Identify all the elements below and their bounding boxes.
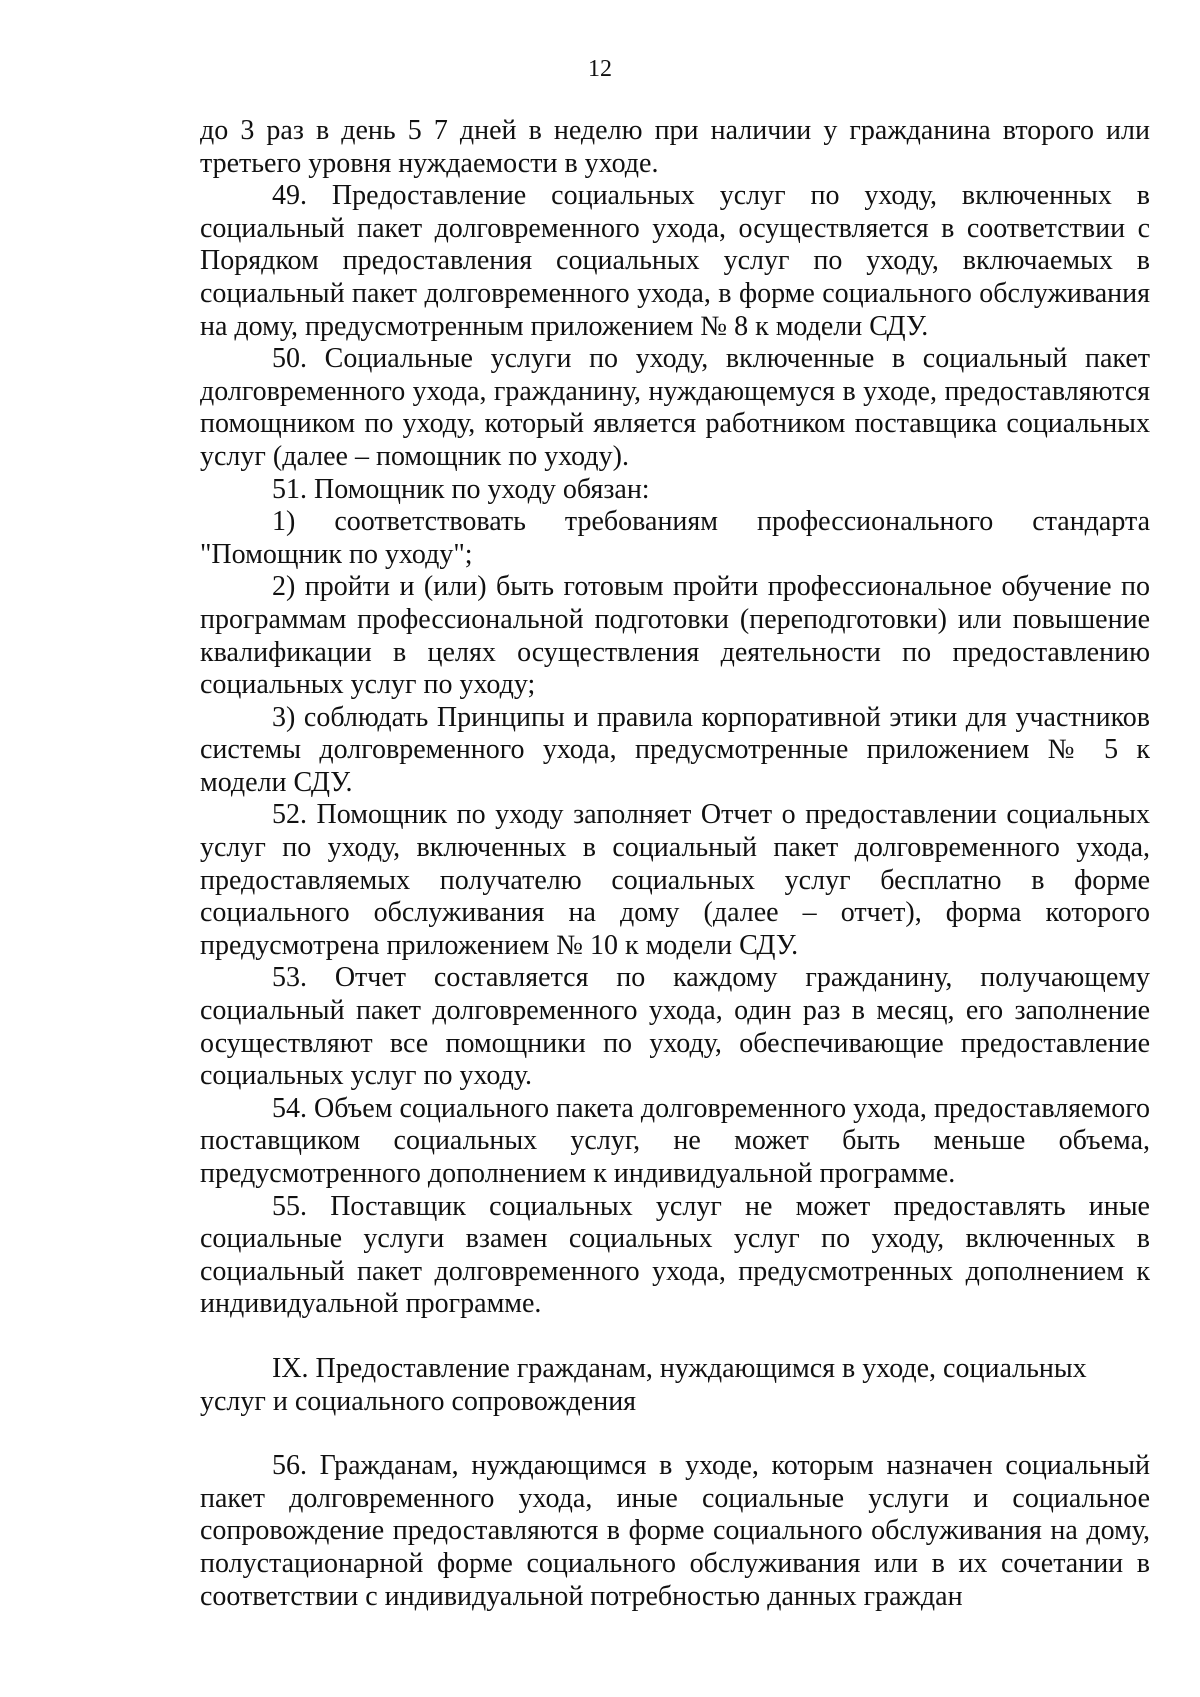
- paragraph-50: 50. Социальные услуги по уходу, включенные в социальный пакет долговременного ухода, гражданину, нуждающемуся в уходе, предоставляются помощником по уходу, который является работником поставщика социальных услуг (далее – помощник по уходу).: [200, 343, 1150, 472]
- paragraph-54: 54. Объем социального пакета долговременного ухода, предоставляемого поставщиком социальных услуг, не может быть меньше объема, предусмотренного дополнением к индивидуальной программе.: [200, 1092, 1150, 1189]
- page-number: 12: [588, 56, 612, 82]
- paragraph-51-item-1: 1) соответствовать требованиям профессионального стандарта "Помощник по уходу";: [200, 506, 1150, 570]
- document-body: [200, 115, 1150, 1613]
- paragraph-51-item-3: 3) соблюдать Принципы и правила корпоративной этики для участников системы долговременного ухода, предусмотренные приложением № 5 к модели СДУ.: [200, 701, 1150, 798]
- paragraph-51: 51. Помощник по уходу обязан:: [272, 473, 650, 505]
- paragraph-49: 49. Предоставление социальных услуг по уходу, включенных в социальный пакет долговременного ухода, осуществляется в соответствии с Порядком предоставления социальных услуг по уходу, включаемых в социальный пакет долговременного ухода, в форме социального обслуживания на дому, предусмотренным приложением № 8 к модели СДУ.: [200, 180, 1150, 342]
- paragraph-53: 53. Отчет составляется по каждому гражданину, получающему социальный пакет долговременного ухода, один раз в месяц, его заполнение осуществляют все помощники по уходу, обеспечивающие предоставление социальных услуг по уходу.: [200, 962, 1150, 1092]
- paragraph-continuation: до 3 раз в день 5 7 дней в неделю при наличии у гражданина второго или третьего уровня нуждаемости в уходе.: [200, 115, 1150, 179]
- paragraph-52: 52. Помощник по уходу заполняет Отчет о предоставлении социальных услуг по уходу, включенных в социальный пакет долговременного ухода, предоставляемых получателю социальных услуг бесплатно в форме социального обслуживания на дому (далее – отчет), форма которого предусмотрена приложением № 10 к модели СДУ.: [200, 799, 1150, 961]
- paragraph-55: 55. Поставщик социальных услуг не может предоставлять иные социальные услуги взамен социальных услуг по уходу, включенных в социальный пакет долговременного ухода, предусмотренных дополнением к индивидуальной программе.: [200, 1190, 1150, 1320]
- paragraph-56: 56. Гражданам, нуждающимся в уходе, которым назначен социальный пакет долговременного ухода, иные социальные услуги и социальное сопровождение предоставляются в форме социального обслуживания на дому, полустационарной форме социального обслуживания или в их сочетании в соответствии с индивидуальной потребностью данных граждан: [200, 1450, 1150, 1612]
- section-heading-ix: IX. Предоставление гражданам, нуждающимся в уходе, социальных услуг и социального сопровождения: [200, 1352, 1087, 1417]
- paragraph-51-item-2: 2) пройти и (или) быть готовым пройти профессиональное обучение по программам профессиональной подготовки (переподготовки) или повышение квалификации в целях осуществления деятельности по предоставлению социальных услуг по уходу;: [200, 571, 1150, 701]
